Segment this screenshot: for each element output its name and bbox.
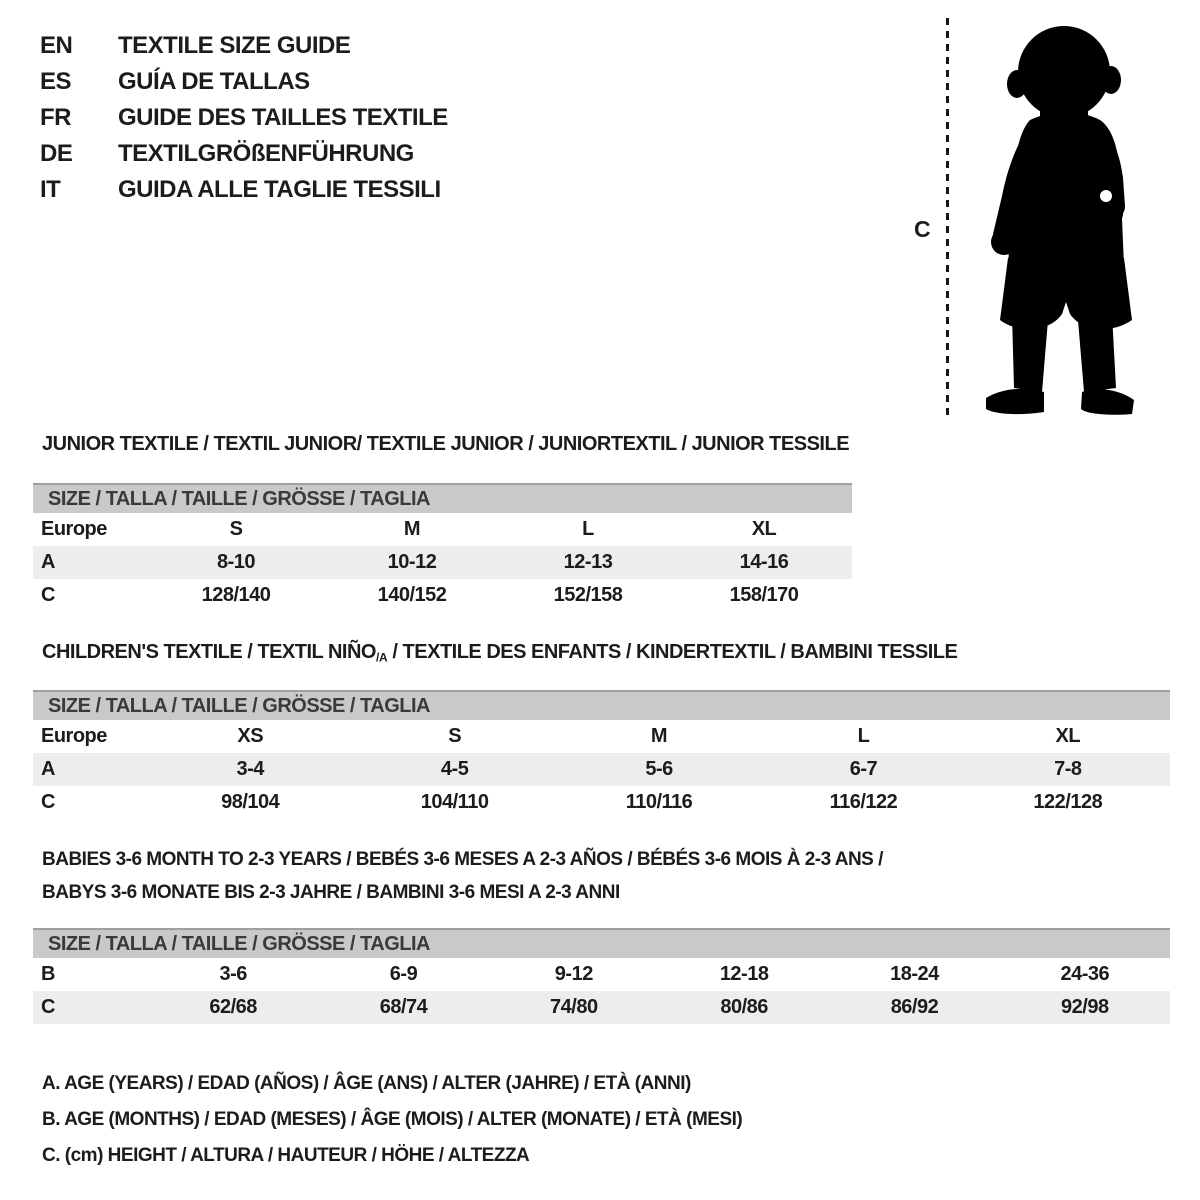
language-row (40, 172, 448, 208)
age-cell: 4-5 (440, 758, 469, 780)
age-cell: 7-8 (1054, 758, 1082, 780)
height-cell: 122/128 (1033, 791, 1103, 813)
row-label: A (41, 758, 55, 780)
height-cell: 110/116 (625, 791, 693, 813)
guide-title: TEXTILGRÖßENFÜHRUNG (118, 140, 414, 167)
size-header-bar: SIZE / TALLA / TAILLE / GRÖSSE / TAGLIA (33, 690, 1170, 720)
height-cell: 128/140 (201, 584, 271, 606)
row-label: C (41, 584, 55, 606)
size-cell: L (857, 725, 870, 747)
height-cell: 86/92 (890, 996, 939, 1018)
guide-title: GUÍA DE TALLAS (118, 68, 310, 95)
size-cell: M (650, 725, 668, 747)
table-row-europe (33, 720, 1170, 753)
size-cell: S (448, 725, 462, 747)
months-cell: 3-6 (219, 963, 247, 985)
size-header-bar: SIZE / TALLA / TAILLE / GRÖSSE / TAGLIA (33, 483, 852, 513)
age-cell: 5-6 (645, 758, 673, 780)
guide-title: GUIDA ALLE TAGLIE TESSILI (118, 176, 441, 203)
height-cell: 80/86 (720, 996, 768, 1018)
size-cell: XS (237, 725, 264, 747)
language-code: ES (40, 68, 72, 95)
table-row-height (33, 579, 852, 612)
age-cell: 8-10 (216, 551, 256, 573)
height-cell: 140/152 (377, 584, 447, 606)
language-row (40, 64, 448, 100)
language-code: IT (40, 176, 61, 203)
table-row-age (33, 546, 852, 579)
size-cell: L (582, 518, 594, 540)
months-cell: 18-24 (890, 963, 939, 985)
row-label: C (41, 791, 55, 813)
age-cell: 14-16 (739, 551, 789, 573)
language-code: EN (40, 32, 73, 59)
children-title-pre: CHILDREN'S TEXTILE / TEXTIL NIÑO (42, 641, 376, 663)
months-cell: 12-18 (719, 963, 769, 985)
height-cell: 152/158 (553, 584, 623, 606)
months-cell: 6-9 (389, 963, 418, 985)
legend-line-c: C. (cm) HEIGHT / ALTURA / HAUTEUR / HÖHE / ALTEZZA (42, 1145, 530, 1166)
table-row-europe (33, 513, 852, 546)
language-code: FR (40, 104, 71, 131)
children-section-title (42, 641, 957, 665)
language-row (40, 28, 448, 64)
months-cell: 24-36 (1060, 963, 1110, 985)
age-cell: 10-12 (387, 551, 437, 573)
babies-title-line1: BABIES 3-6 MONTH TO 2-3 YEARS / BEBÉS 3-6 MESES A 2-3 AÑOS / BÉBÉS 3-6 MOIS À 2-3 ANS / (42, 849, 883, 870)
height-cell: 158/170 (729, 584, 799, 606)
size-cell: XL (751, 518, 777, 540)
height-cell: 74/80 (550, 996, 598, 1018)
junior-size-table (33, 483, 852, 612)
children-title-post: / TEXTILE DES ENFANTS / KINDERTEXTIL / BAMBINI TESSILE (387, 641, 958, 663)
junior-section-title: JUNIOR TEXTILE / TEXTIL JUNIOR/ TEXTILE JUNIOR / JUNIORTEXTIL / JUNIOR TESSILE (42, 433, 850, 455)
guide-title: TEXTILE SIZE GUIDE (118, 32, 351, 59)
babies-title-line2: BABYS 3-6 MONATE BIS 2-3 JAHRE / BAMBINI 3-6 MESI A 2-3 ANNI (42, 882, 620, 903)
babies-size-table (33, 928, 1170, 1024)
height-cell: 92/98 (1061, 996, 1109, 1018)
months-cell: 9-12 (554, 963, 593, 985)
table-row-height (33, 991, 1170, 1024)
row-label: C (41, 996, 55, 1018)
height-cell: 62/68 (209, 996, 257, 1018)
table-row-months (33, 958, 1170, 991)
age-cell: 3-4 (236, 758, 264, 780)
legend-line-b: B. AGE (MONTHS) / EDAD (MESES) / ÂGE (MOIS) / ALTER (MONATE) / ETÀ (MESI) (42, 1109, 743, 1130)
size-header-bar: SIZE / TALLA / TAILLE / GRÖSSE / TAGLIA (33, 928, 1170, 958)
children-title-sub: /A (375, 650, 388, 665)
size-cell: M (403, 518, 421, 540)
language-code: DE (40, 140, 73, 167)
height-measure-label: C (914, 216, 931, 242)
row-label: Europe (41, 518, 107, 540)
height-cell: 98/104 (221, 791, 280, 813)
babies-section-title (42, 843, 883, 909)
size-cell: S (229, 518, 243, 540)
size-cell: XL (1055, 725, 1081, 747)
height-measure-line (946, 18, 949, 416)
measure-legend (42, 1066, 742, 1174)
table-row-age (33, 753, 1170, 786)
row-label: A (41, 551, 55, 573)
height-cell: 104/110 (420, 791, 489, 813)
guide-title: GUIDE DES TAILLES TEXTILE (118, 104, 448, 131)
language-row (40, 100, 448, 136)
table-row-height (33, 786, 1170, 819)
language-title-list (40, 28, 448, 208)
row-label: Europe (41, 725, 107, 747)
height-cell: 116/122 (829, 791, 898, 813)
language-row (40, 136, 448, 172)
height-cell: 68/74 (379, 996, 428, 1018)
age-cell: 12-13 (563, 551, 613, 573)
children-size-table (33, 690, 1170, 819)
row-label: B (41, 963, 55, 985)
legend-line-a: A. AGE (YEARS) / EDAD (AÑOS) / ÂGE (ANS) / ALTER (JAHRE) / ETÀ (ANNI) (42, 1073, 691, 1094)
toddler-silhouette-image (960, 14, 1172, 418)
age-cell: 6-7 (849, 758, 878, 780)
